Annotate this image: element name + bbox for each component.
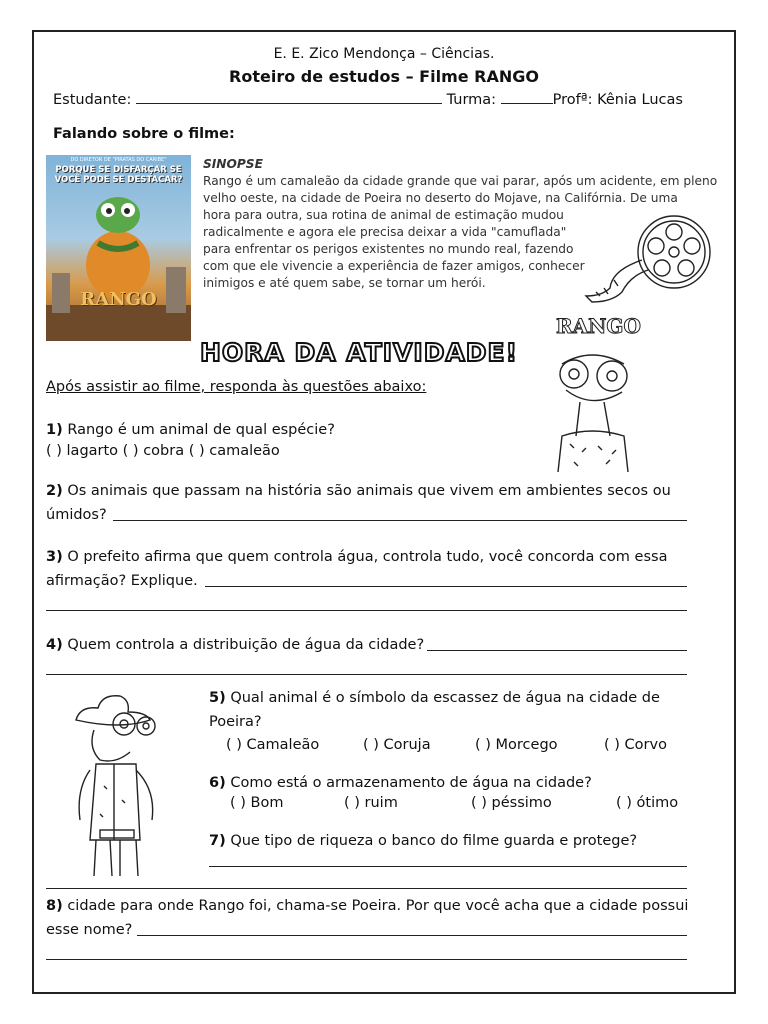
q5-option-morcego[interactable]: ( ) Morcego [475, 737, 558, 753]
chameleon-sketch-icon [552, 340, 632, 472]
question-number: 8) [46, 898, 63, 914]
answer-line[interactable] [205, 586, 687, 587]
q6-option-otimo[interactable]: ( ) ótimo [616, 795, 679, 811]
question-7 [209, 829, 637, 853]
question-text: Que tipo de riqueza o banco do filme guarda e protege? [230, 833, 638, 849]
answer-line[interactable] [46, 610, 687, 611]
question-8 [46, 894, 688, 918]
answer-line[interactable] [46, 674, 687, 675]
question-3 [46, 545, 667, 569]
question-1-options[interactable]: ( ) lagarto ( ) cobra ( ) camaleão [46, 443, 280, 459]
synopsis-heading: SINOPSE [203, 157, 263, 171]
answer-line[interactable] [137, 935, 687, 936]
q6-option-ruim[interactable]: ( ) ruim [344, 795, 398, 811]
activity-banner: HORA DA ATIVIDADE! [200, 338, 519, 367]
q5-option-corvo[interactable]: ( ) Corvo [604, 737, 667, 753]
section-heading: Falando sobre o filme: [53, 126, 235, 142]
question-5-continuation: Poeira? [209, 714, 262, 730]
question-5 [209, 686, 660, 710]
question-number: 2) [46, 483, 63, 499]
class-label: Turma: [446, 92, 497, 108]
synopsis-line: hora para outra, sua rotina de animal de estimação mudou [203, 208, 564, 222]
answer-line[interactable] [427, 650, 687, 651]
question-text: Qual animal é o símbolo da escassez de água na cidade de [230, 690, 660, 706]
answer-line[interactable] [46, 959, 687, 960]
answer-line[interactable] [209, 866, 687, 867]
question-4 [46, 633, 424, 657]
synopsis-line: Rango é um camaleão da cidade grande que vai parar, após um acidente, em pleno [203, 174, 718, 188]
question-text: cidade para onde Rango foi, chama-se Poeira. Por que você acha que a cidade possui [67, 898, 689, 914]
cowboy-chameleon-sketch-icon [70, 690, 165, 878]
instruction-text: Após assistir ao filme, responda às questões abaixo: [46, 379, 427, 395]
movie-poster [46, 155, 191, 341]
student-info-row [53, 90, 689, 108]
school-name: E. E. Zico Mendonça – Ciências. [273, 46, 495, 62]
question-text: Os animais que passam na história são animais que vivem em ambientes secos ou [67, 483, 671, 499]
class-blank[interactable] [501, 90, 553, 104]
question-number: 4) [46, 637, 63, 653]
q6-option-pessimo[interactable]: ( ) péssimo [471, 795, 552, 811]
q6-option-bom[interactable]: ( ) Bom [230, 795, 284, 811]
student-name-blank[interactable] [136, 90, 442, 104]
question-number: 7) [209, 833, 226, 849]
question-text: O prefeito afirma que quem controla água, controla tudo, você concorda com essa [67, 549, 668, 565]
q5-option-camaleao[interactable]: ( ) Camaleão [226, 737, 320, 753]
chameleon-illustration [46, 155, 191, 341]
film-reel-icon [582, 210, 717, 305]
question-number: 5) [209, 690, 226, 706]
question-6 [209, 771, 592, 795]
poster-logo: RANGO [80, 289, 157, 310]
question-text: Como está o armazenamento de água na cidade? [230, 775, 592, 791]
q5-option-coruja[interactable]: ( ) Coruja [363, 737, 431, 753]
answer-line[interactable] [46, 888, 687, 889]
synopsis-line: com que ele vivencie a experiência de fazer amigos, conhecer [203, 259, 585, 273]
synopsis-line: radicalmente e agora ele precisa deixar a vida "camuflada" [203, 225, 567, 239]
question-number: 1) [46, 422, 63, 438]
synopsis-line: inimigos e até quem sabe, se tornar um herói. [203, 276, 486, 290]
student-label: Estudante: [53, 92, 132, 108]
poster-tagline: DO DIRETOR DE "PIRATAS DO CARIBE" [70, 157, 167, 163]
synopsis-line: para enfrentar os perigos existentes no mundo real, fazendo [203, 242, 574, 256]
question-text: Quem controla a distribuição de água da cidade? [67, 637, 425, 653]
worksheet-title: Roteiro de estudos – Filme RANGO [229, 67, 539, 86]
question-2-continuation: úmidos? [46, 507, 107, 523]
question-3-continuation: afirmação? Explique. [46, 573, 198, 589]
question-text: Rango é um animal de qual espécie? [67, 422, 335, 438]
question-8-continuation: esse nome? [46, 922, 133, 938]
question-2 [46, 479, 671, 503]
teacher-name: Profª: Kênia Lucas [552, 92, 683, 108]
synopsis-line: velho oeste, na cidade de Poeira no deserto do Mojave, na Califórnia. De uma [203, 191, 678, 205]
question-number: 6) [209, 775, 226, 791]
answer-line[interactable] [113, 520, 687, 521]
sketch-logo: RANGO [556, 314, 641, 338]
question-number: 3) [46, 549, 63, 565]
poster-hook: PORQUE SE DISFARÇAR SE VOCÊ PODE SE DESTACAR? [54, 165, 183, 185]
